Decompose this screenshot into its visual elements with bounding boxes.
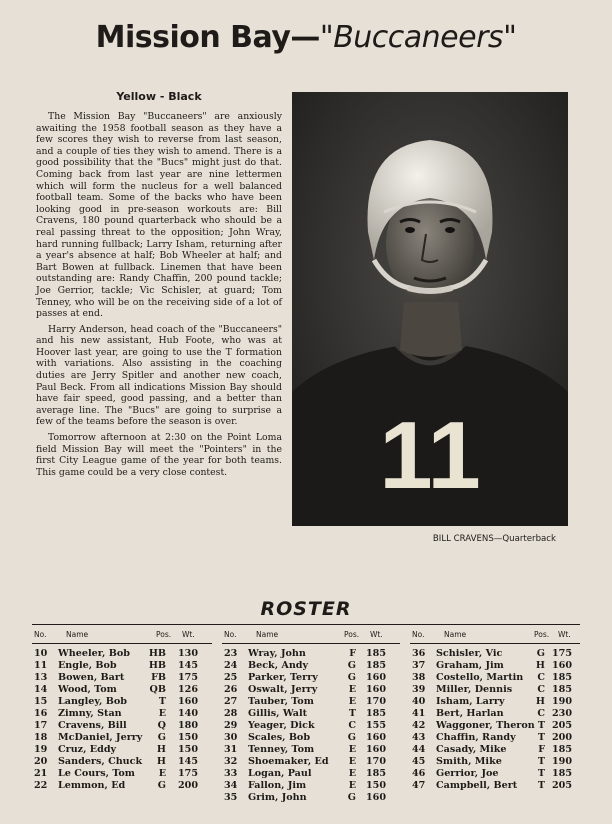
- player-name: Shoemaker, Ed: [248, 756, 329, 767]
- player-name: Costello, Martin: [436, 672, 524, 683]
- header-pos: Pos.: [156, 630, 172, 639]
- player-position: C: [537, 708, 545, 719]
- player-weight: 160: [366, 732, 387, 743]
- player-position: E: [348, 768, 356, 779]
- player-number: 37: [412, 660, 426, 671]
- player-weight: 160: [366, 684, 387, 695]
- photo-caption: BILL CRAVENS—Quarterback: [432, 534, 556, 544]
- player-position: C: [537, 672, 545, 683]
- player-position: T: [537, 780, 545, 791]
- player-position: E: [158, 708, 166, 719]
- player-number: 17: [34, 720, 48, 731]
- player-number: 34: [224, 780, 238, 791]
- roster-row: [410, 696, 580, 708]
- player-name: Wheeler, Bob: [58, 648, 130, 659]
- roster-row: [32, 708, 212, 720]
- roster-row: [32, 684, 212, 696]
- header-no: No.: [224, 630, 237, 639]
- player-position: Q: [157, 720, 166, 731]
- player-number: 19: [34, 744, 48, 755]
- roster-row: [222, 660, 400, 672]
- roster-column: [222, 625, 400, 804]
- player-name: Bert, Harlan: [436, 708, 504, 719]
- player-weight: 155: [366, 720, 387, 731]
- player-weight: 160: [366, 672, 387, 683]
- player-number: 33: [224, 768, 238, 779]
- player-name: Lemmon, Ed: [58, 780, 126, 791]
- player-name: Beck, Andy: [248, 660, 309, 671]
- player-weight: 170: [366, 756, 387, 767]
- roster-header: [222, 625, 400, 644]
- player-weight: 185: [366, 648, 387, 659]
- player-number: 31: [224, 744, 238, 755]
- player-weight: 160: [366, 744, 387, 755]
- player-weight: 160: [366, 792, 387, 803]
- roster-row: [410, 720, 580, 732]
- roster-row: [222, 648, 400, 660]
- team-story: [36, 111, 282, 482]
- header-pos: Pos.: [534, 630, 550, 639]
- player-number: 36: [412, 648, 426, 659]
- roster-rows: [410, 644, 580, 792]
- player-position: G: [157, 780, 166, 791]
- player-number: 24: [224, 660, 238, 671]
- player-position: T: [537, 732, 545, 743]
- player-position: T: [348, 708, 356, 719]
- player-weight: 175: [552, 648, 573, 659]
- player-weight: 150: [178, 744, 199, 755]
- roster-row: [32, 756, 212, 768]
- player-name: Casady, Mike: [436, 744, 507, 755]
- player-number: 16: [34, 708, 48, 719]
- player-weight: 230: [552, 708, 573, 719]
- player-weight: 180: [178, 720, 199, 731]
- roster-header: [32, 625, 212, 644]
- player-weight: 150: [178, 732, 199, 743]
- player-number: 21: [34, 768, 48, 779]
- header-pos: Pos.: [344, 630, 360, 639]
- roster-title: ROSTER: [260, 598, 352, 620]
- player-position: T: [158, 696, 166, 707]
- roster-rows: [32, 644, 212, 792]
- story-paragraph: Tomorrow afternoon at 2:30 on the Point Loma field Mission Bay will meet the "Pointers" in the first City League game of the year for both teams. This game could be a very close contest.: [36, 432, 282, 478]
- roster-row: [222, 780, 400, 792]
- player-name: Gerrior, Joe: [436, 768, 499, 779]
- player-position: HB: [148, 660, 166, 671]
- player-number: 47: [412, 780, 426, 791]
- player-number: 32: [224, 756, 238, 767]
- player-position: G: [536, 648, 545, 659]
- player-weight: 130: [178, 648, 199, 659]
- player-number: 39: [412, 684, 426, 695]
- player-name: Graham, Jim: [436, 660, 504, 671]
- roster-row: [32, 768, 212, 780]
- player-position: G: [347, 672, 356, 683]
- roster-row: [222, 792, 400, 804]
- roster-row: [32, 720, 212, 732]
- jersey-number: 11: [379, 402, 481, 509]
- header-wt: Wt.: [370, 630, 383, 639]
- roster-row: [222, 684, 400, 696]
- player-number: 30: [224, 732, 238, 743]
- player-name: Bowen, Bart: [58, 672, 125, 683]
- player-name: Sanders, Chuck: [58, 756, 143, 767]
- player-name: Logan, Paul: [248, 768, 312, 779]
- player-name: Wray, John: [248, 648, 306, 659]
- player-name: Scales, Bob: [248, 732, 311, 743]
- player-name: Wood, Tom: [58, 684, 117, 695]
- player-weight: 190: [552, 696, 573, 707]
- roster-row: [32, 672, 212, 684]
- roster-row: [222, 720, 400, 732]
- player-number: 25: [224, 672, 238, 683]
- roster-row: [222, 744, 400, 756]
- player-weight: 185: [366, 768, 387, 779]
- roster-row: [410, 780, 580, 792]
- roster-row: [32, 696, 212, 708]
- roster-row: [32, 732, 212, 744]
- player-number: 18: [34, 732, 48, 743]
- player-position: FB: [151, 672, 166, 683]
- roster-row: [32, 780, 212, 792]
- roster-row: [222, 768, 400, 780]
- player-position: G: [347, 792, 356, 803]
- roster-row: [222, 732, 400, 744]
- player-name: McDaniel, Jerry: [58, 732, 143, 743]
- player-name: Engle, Bob: [58, 660, 117, 671]
- player-position: E: [348, 684, 356, 695]
- player-name: Chaffin, Randy: [436, 732, 516, 743]
- header-wt: Wt.: [558, 630, 571, 639]
- team-nickname: "Buccaneers": [319, 20, 517, 55]
- player-weight: 145: [178, 660, 199, 671]
- player-name: Cravens, Bill: [58, 720, 127, 731]
- player-weight: 205: [552, 720, 573, 731]
- roster-table: [32, 624, 580, 803]
- roster-row: [32, 660, 212, 672]
- player-position: T: [537, 756, 545, 767]
- player-number: 27: [224, 696, 238, 707]
- player-weight: 185: [552, 744, 573, 755]
- player-position: E: [348, 744, 356, 755]
- player-name: Tauber, Tom: [248, 696, 314, 707]
- player-name: Gillis, Walt: [248, 708, 308, 719]
- player-position: E: [348, 780, 356, 791]
- player-number: 38: [412, 672, 426, 683]
- player-number: 14: [34, 684, 48, 695]
- player-number: 13: [34, 672, 48, 683]
- player-name: Campbell, Bert: [436, 780, 518, 791]
- roster-column: [410, 625, 580, 792]
- player-number: 10: [34, 648, 48, 659]
- player-weight: 185: [366, 660, 387, 671]
- player-weight: 150: [366, 780, 387, 791]
- story-paragraph: The Mission Bay "Buccaneers" are anxiously awaiting the 1958 football season as they have a few scores they wish to reverse from last season, and a couple of ties they wish to amend. There is a good possibility that the "Bucs" might just do that. Coming back from last year are nine lettermen which will form the nucleus for a well balanced football team. Some of the backs who have been looking good in pre-season workouts are: Bill Cravens, 180 pound quarterback who should be a real passing threat to the opposition; John Wray, hard running fullback; Larry Isham, returning after a year's absence at half; Bob Wheeler at half; and Bart Bowen at fullback. Linemen that have been outstanding are: Randy Chaffin, 200 pound tackle; Joe Gerrior, tackle; Vic Schisler, at guard; Tom Tenney, who will be on the receiving side of a lot of passes at end.: [36, 111, 282, 320]
- player-position: E: [158, 768, 166, 779]
- player-position: H: [535, 660, 545, 671]
- story-paragraph: Harry Anderson, head coach of the "Buccaneers" and his new assistant, Hub Foote, who was at Hoover last year, are going to use the T formation with variations. Also assisting in the coaching duties are Jerry Spitler and another new coach, Paul Beck. From all indications Mission Bay should have fair speed, good passing, and a better than average line. The "Bucs" are going to surprise a few of the teams before the season is over.: [36, 323, 282, 428]
- player-weight: 185: [552, 672, 573, 683]
- player-weight: 205: [552, 780, 573, 791]
- player-number: 26: [224, 684, 238, 695]
- player-name: Fallon, Jim: [248, 780, 307, 791]
- player-name: Waggoner, Theron: [436, 720, 535, 731]
- player-position: C: [348, 720, 356, 731]
- roster-row: [410, 684, 580, 696]
- player-name: Yeager, Dick: [248, 720, 315, 731]
- roster-row: [32, 744, 212, 756]
- player-position: G: [347, 732, 356, 743]
- player-number: 22: [34, 780, 48, 791]
- player-position: T: [537, 720, 545, 731]
- player-position: E: [348, 756, 356, 767]
- player-number: 45: [412, 756, 426, 767]
- player-position: F: [349, 648, 356, 659]
- header-name: Name: [256, 630, 279, 639]
- header-no: No.: [412, 630, 425, 639]
- school-colors-heading: Yellow - Black: [116, 90, 202, 103]
- player-position: H: [535, 696, 545, 707]
- player-name: Smith, Mike: [436, 756, 502, 767]
- player-position: H: [156, 756, 166, 767]
- player-name: Isham, Larry: [436, 696, 505, 707]
- roster-row: [410, 744, 580, 756]
- player-name: Miller, Dennis: [436, 684, 513, 695]
- player-number: 40: [412, 696, 426, 707]
- player-number: 11: [34, 660, 48, 671]
- player-number: 43: [412, 732, 426, 743]
- player-name: Le Cours, Tom: [58, 768, 135, 779]
- player-weight: 185: [552, 684, 573, 695]
- player-number: 29: [224, 720, 238, 731]
- roster-row: [222, 708, 400, 720]
- player-weight: 175: [178, 768, 199, 779]
- player-name: Cruz, Eddy: [58, 744, 117, 755]
- header-name: Name: [444, 630, 467, 639]
- player-weight: 185: [366, 708, 387, 719]
- player-name: Langley, Bob: [58, 696, 127, 707]
- player-name: Zimny, Stan: [58, 708, 122, 719]
- player-position: E: [348, 696, 356, 707]
- player-position: HB: [148, 648, 166, 659]
- player-position: T: [537, 768, 545, 779]
- player-number: 28: [224, 708, 238, 719]
- roster-column: [32, 625, 212, 792]
- roster-row: [32, 648, 212, 660]
- player-name: Parker, Terry: [248, 672, 318, 683]
- player-portrait-illustration: [292, 92, 568, 526]
- roster-row: [410, 732, 580, 744]
- roster-row: [222, 756, 400, 768]
- roster-row: [410, 756, 580, 768]
- player-weight: 160: [552, 660, 573, 671]
- header-wt: Wt.: [182, 630, 195, 639]
- player-weight: 145: [178, 756, 199, 767]
- player-number: 23: [224, 648, 238, 659]
- roster-row: [222, 696, 400, 708]
- roster-row: [222, 672, 400, 684]
- header-no: No.: [34, 630, 47, 639]
- player-weight: 126: [178, 684, 199, 695]
- header-name: Name: [66, 630, 89, 639]
- player-weight: 175: [178, 672, 199, 683]
- player-name: Tenney, Tom: [248, 744, 315, 755]
- player-position: C: [537, 684, 545, 695]
- player-position: QB: [149, 684, 166, 695]
- player-weight: 170: [366, 696, 387, 707]
- player-weight: 200: [552, 732, 573, 743]
- player-position: G: [157, 732, 166, 743]
- player-position: G: [347, 660, 356, 671]
- player-number: 15: [34, 696, 48, 707]
- player-number: 41: [412, 708, 426, 719]
- roster-row: [410, 768, 580, 780]
- roster-row: [410, 672, 580, 684]
- player-number: 35: [224, 792, 238, 803]
- player-position: H: [156, 744, 166, 755]
- player-position: F: [538, 744, 545, 755]
- page-title: [0, 20, 612, 55]
- roster-row: [410, 648, 580, 660]
- player-number: 20: [34, 756, 48, 767]
- roster-row: [410, 660, 580, 672]
- roster-row: [410, 708, 580, 720]
- player-weight: 200: [178, 780, 199, 791]
- roster-header: [410, 625, 580, 644]
- player-number: 46: [412, 768, 426, 779]
- player-number: 44: [412, 744, 426, 755]
- player-name: Schisler, Vic: [436, 648, 503, 659]
- player-number: 42: [412, 720, 426, 731]
- player-name: Oswalt, Jerry: [248, 684, 318, 695]
- player-weight: 140: [178, 708, 199, 719]
- player-photo: [292, 92, 568, 526]
- player-weight: 160: [178, 696, 199, 707]
- player-weight: 185: [552, 768, 573, 779]
- player-weight: 190: [552, 756, 573, 767]
- roster-rows: [222, 644, 400, 804]
- player-name: Grim, John: [248, 792, 307, 803]
- school-name: Mission Bay—: [95, 20, 320, 55]
